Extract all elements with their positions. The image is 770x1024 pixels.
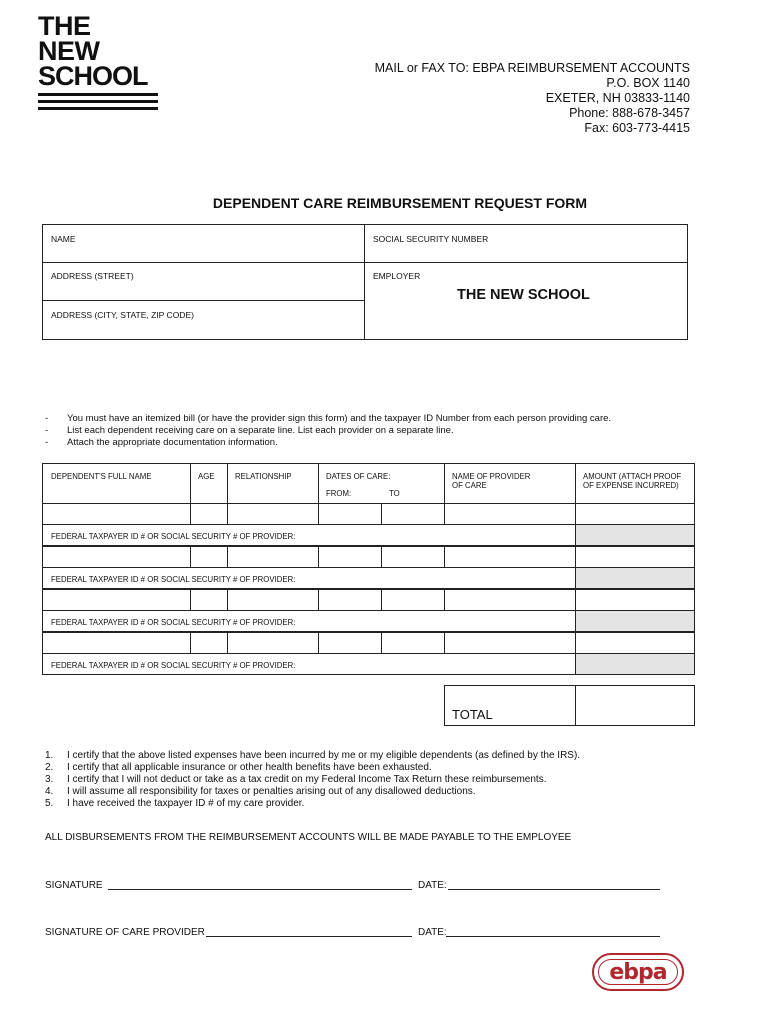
shaded-amount-cell (575, 524, 695, 546)
age-cell[interactable] (190, 503, 228, 525)
employer-field (364, 262, 688, 340)
amount-cell[interactable] (575, 503, 695, 525)
taxpayer-id-row[interactable] (42, 567, 576, 589)
address-street-field[interactable] (42, 262, 365, 301)
signature-date-label: DATE: (418, 880, 447, 891)
provider-signature-line[interactable] (206, 926, 412, 937)
employer-label: EMPLOYER (373, 271, 421, 281)
from-date-cell[interactable] (318, 503, 382, 525)
shaded-amount-cell (575, 567, 695, 589)
to-date-cell[interactable] (381, 546, 445, 568)
col-relationship-header: RELATIONSHIP (227, 463, 319, 504)
provider-signature-label: SIGNATURE OF CARE PROVIDER (45, 927, 205, 938)
taxpayer-id-label: FEDERAL TAXPAYER ID # OR SOCIAL SECURITY # OF PROVIDER: (51, 661, 296, 670)
new-school-logo (38, 11, 162, 110)
dependent-cell[interactable] (42, 503, 191, 525)
relationship-cell[interactable] (227, 589, 319, 611)
from-date-cell[interactable] (318, 546, 382, 568)
ssn-field[interactable] (364, 224, 688, 263)
instruction-item: - Attach the appropriate documentation information. (45, 437, 278, 448)
logo-line-2: NEW (38, 36, 100, 66)
provider-cell[interactable] (444, 503, 576, 525)
to-date-cell[interactable] (381, 503, 445, 525)
taxpayer-id-row[interactable] (42, 653, 576, 675)
from-date-cell[interactable] (318, 589, 382, 611)
provider-date-label: DATE: (418, 927, 447, 938)
age-cell[interactable] (190, 546, 228, 568)
amount-cell[interactable] (575, 632, 695, 654)
total-label: TOTAL (452, 707, 493, 722)
amount-cell[interactable] (575, 589, 695, 611)
provider-cell[interactable] (444, 546, 576, 568)
col-dates-header: DATES OF CARE: FROM: TO (318, 463, 445, 504)
logo-line-1: THE (38, 11, 91, 41)
disbursement-notice: ALL DISBURSEMENTS FROM THE REIMBURSEMENT ACCOUNTS WILL BE MADE PAYABLE TO THE EMPLOYEE (45, 832, 572, 843)
signature-label: SIGNATURE (45, 880, 103, 891)
instructions-list (45, 413, 611, 449)
age-cell[interactable] (190, 589, 228, 611)
logo-line-3: SCHOOL (38, 61, 148, 91)
ebpa-logo (592, 953, 684, 991)
col-dependent-header: DEPENDENT'S FULL NAME (42, 463, 191, 504)
taxpayer-id-label: FEDERAL TAXPAYER ID # OR SOCIAL SECURITY # OF PROVIDER: (51, 532, 296, 541)
provider-cell[interactable] (444, 632, 576, 654)
form-title: DEPENDENT CARE REIMBURSEMENT REQUEST FORM (212, 195, 588, 211)
total-amount-field[interactable] (575, 685, 695, 726)
address-city-field[interactable] (42, 300, 365, 340)
mail-line: P.O. BOX 1140 (606, 76, 690, 90)
dependent-cell[interactable] (42, 546, 191, 568)
expense-table (42, 463, 695, 726)
signature-date-line[interactable] (448, 879, 660, 890)
provider-date-line[interactable] (446, 926, 660, 937)
taxpayer-id-label: FEDERAL TAXPAYER ID # OR SOCIAL SECURITY # OF PROVIDER: (51, 575, 296, 584)
to-date-cell[interactable] (381, 589, 445, 611)
mail-phone: Phone: 888-678-3457 (569, 106, 690, 120)
certification-item: 2. I certify that all applicable insurance or other health benefits have been exhausted. (45, 762, 432, 773)
instruction-item: - You must have an itemized bill (or have the provider sign this form) and the taxpayer ID Number from each person providing care. (45, 413, 612, 424)
employer-value: THE NEW SCHOOL (457, 287, 590, 303)
taxpayer-id-label: FEDERAL TAXPAYER ID # OR SOCIAL SECURITY # OF PROVIDER: (51, 618, 296, 627)
name-field[interactable] (42, 224, 365, 263)
age-cell[interactable] (190, 632, 228, 654)
dependent-cell[interactable] (42, 632, 191, 654)
col-age-header: AGE (190, 463, 228, 504)
taxpayer-id-row[interactable] (42, 610, 576, 632)
ebpa-logo-text: ebpa (598, 959, 678, 985)
mail-line: MAIL or FAX TO: EBPA REIMBURSEMENT ACCOUNTS (374, 61, 690, 75)
total-label-cell (444, 685, 576, 726)
mail-line: EXETER, NH 03833-1140 (545, 91, 690, 105)
certifications-list (45, 750, 580, 810)
certification-item: 3. I certify that I will not deduct or take as a tax credit on my Federal Income Tax Return these reimbursements. (45, 774, 547, 785)
address-street-label: ADDRESS (STREET) (51, 271, 134, 281)
taxpayer-id-row[interactable] (42, 524, 576, 546)
name-label: NAME (51, 234, 76, 244)
from-date-cell[interactable] (318, 632, 382, 654)
shaded-amount-cell (575, 610, 695, 632)
ssn-label: SOCIAL SECURITY NUMBER (373, 234, 489, 244)
shaded-amount-cell (575, 653, 695, 675)
amount-cell[interactable] (575, 546, 695, 568)
mail-fax: Fax: 603-773-4415 (584, 121, 690, 135)
signature-line[interactable] (108, 879, 412, 890)
to-date-cell[interactable] (381, 632, 445, 654)
address-city-label: ADDRESS (CITY, STATE, ZIP CODE) (51, 310, 194, 320)
instruction-item: - List each dependent receiving care on a separate line. List each provider on a separate line. (45, 425, 454, 436)
relationship-cell[interactable] (227, 546, 319, 568)
certification-item: 4. I will assume all responsibility for taxes or penalties arising out of any disallowed deductions. (45, 786, 476, 797)
certification-item: 5. I have received the taxpayer ID # of my care provider. (45, 798, 305, 809)
relationship-cell[interactable] (227, 503, 319, 525)
col-provider-header: NAME OF PROVIDER OF CARE (444, 463, 576, 504)
relationship-cell[interactable] (227, 632, 319, 654)
dependent-cell[interactable] (42, 589, 191, 611)
certification-item: 1. I certify that the above listed expenses have been incurred by me or my eligible dependents (as defined by the IRS). (45, 750, 581, 761)
mail-address-block (375, 61, 690, 136)
col-amount-header: AMOUNT (ATTACH PROOF OF EXPENSE INCURRED) (575, 463, 695, 504)
provider-cell[interactable] (444, 589, 576, 611)
logo-bars (38, 93, 162, 110)
